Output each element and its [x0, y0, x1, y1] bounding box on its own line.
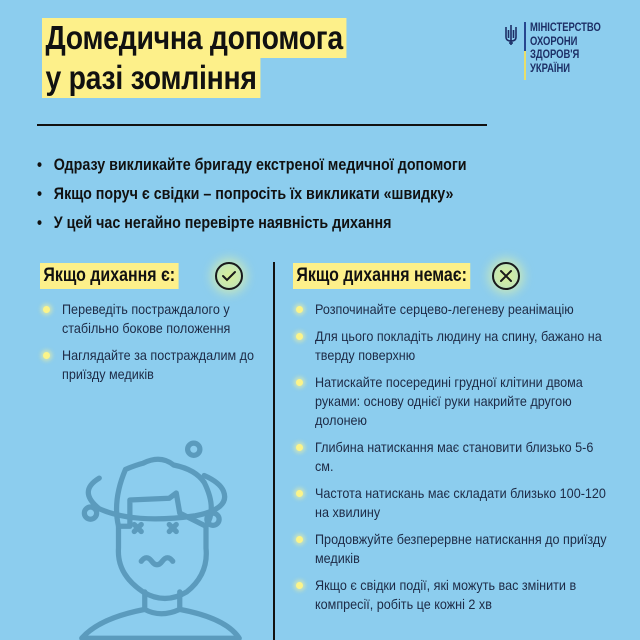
list-item: Продовжуйте безперервне натискання до приїзду медиків: [293, 530, 613, 568]
breathing-no-heading: Якщо дихання немає:: [293, 263, 470, 289]
header-divider: [37, 124, 487, 126]
main-step: • Одразу викликайте бригаду екстреної медичної допомоги: [37, 155, 467, 174]
check-circle-icon: [215, 262, 243, 290]
main-steps-list: [37, 150, 548, 237]
page-title: [42, 18, 396, 98]
list-item: Наглядайте за постраждалим до приїзду медиків: [40, 346, 265, 384]
ministry-name: МІНІСТЕРСТВО ОХОРОНИ ЗДОРОВ'Я УКРАЇНИ: [530, 22, 601, 75]
list-item: Якщо є свідки події, які можуть вас змінити в компресії, робіть це кожні 2 хв: [293, 576, 613, 614]
breathing-yes-section: [40, 262, 265, 392]
list-item: Натискайте посередині грудної клітини двома руками: основу однієї руки накрийте другою долонею: [293, 373, 613, 430]
breathing-yes-list: [40, 300, 265, 384]
breathing-yes-heading: Якщо дихання є:: [40, 263, 178, 289]
trident-icon: [504, 24, 518, 46]
list-item: Переведіть постраждалого у стабільно бокове положення: [40, 300, 265, 338]
list-item: Розпочинайте серцево-легеневу реанімацію: [293, 300, 613, 319]
ministry-logo: [504, 22, 616, 80]
main-step: • Якщо поруч є свідки – попросіть їх викликати «швидку»: [37, 184, 454, 203]
breathing-no-list: [293, 300, 613, 614]
list-item: Частота натискань має складати близько 100-120 на хвилину: [293, 484, 613, 522]
x-circle-icon: [492, 262, 520, 290]
column-divider: [273, 262, 275, 640]
title-line-1: Домедична допомога: [42, 18, 346, 58]
breathing-no-section: [293, 262, 613, 622]
list-item: Глибина натискання має становити близько 5-6 см.: [293, 438, 613, 476]
ministry-flag-bar: [524, 22, 526, 80]
list-item: Для цього покладіть людину на спину, бажано на тверду поверхню: [293, 327, 613, 365]
title-line-2: у разі зомління: [42, 58, 260, 98]
main-step: • У цей час негайно перевірте наявність дихання: [37, 213, 392, 232]
dizzy-person-icon: [68, 430, 253, 640]
